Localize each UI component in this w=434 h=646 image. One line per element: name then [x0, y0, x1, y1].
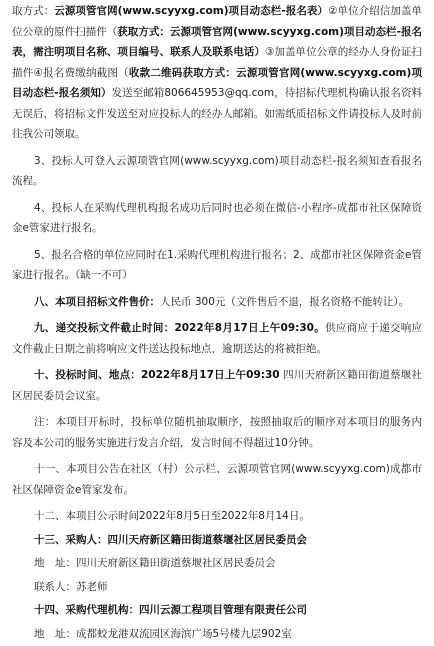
paragraph-section-10 — [12, 365, 422, 406]
paragraph-item-3: 3、投标人可登入云源项管官网(www.scyyxg.com)项目动态栏-报名须知查看报名流程。 — [12, 154, 422, 187]
text-qr-code-source: 收款二维码获取方式：云源项管官网(www.scyyxg.com)项目动态栏-报名须知） — [12, 66, 422, 99]
paragraph-section-13: 十三、采购人：四川天府新区籍田街道蔡堰社区居民委员会 — [34, 533, 307, 546]
paragraph-item-4: 4、投标人在采购代理机构报名成功后同时也必须在微信-小程序-成都市社区保障资金e管家进行报名。 — [12, 201, 422, 234]
text-email-instructions: 发送至邮箱806645953@qq.com，待招标代理机构确认报名资料无误后，将招标文件发送至对应投标人的经办人邮箱。如需纸质招标文件请投标人及时前往我公司领取。 — [12, 87, 423, 140]
section-8-heading: 八、本项目招标文件售价： — [34, 295, 160, 308]
section-9-heading: 九、递交投标文件截止时间：2022年8月17日上午09:30。 — [34, 322, 326, 334]
text-fetch-method: 取方式： — [12, 5, 55, 17]
section-8-text: 人民币 300元（文件售后不退，报名资格不能转让）。 — [160, 295, 410, 308]
text-signup-form-source: 云源项管官网(www.scyyxg.com)项目动态栏-报名表） — [54, 5, 329, 17]
text-id-and-fee: ③加盖单位公章的经办人身份证扫描件④报名费缴纳截图（ — [12, 46, 422, 79]
section-9-text: 供应商应于递交响应文件截止日期之前将响应文件送达投标地点，逾期送达的将被拒绝。 — [12, 322, 422, 355]
paragraph-section-14: 十四、采购代理机构：四川云源工程项目管理有限责任公司 — [34, 604, 307, 616]
paragraph-section-9 — [12, 318, 422, 359]
text-intro-letter: ②单位介绍信加盖单位公章的原件扫描件（ — [12, 5, 422, 38]
purchaser-address: 地 址：四川天府新区籍田街道蔡堰社区居民委员会 — [34, 557, 276, 569]
purchaser-contact: 联系人：苏老师 — [34, 580, 108, 593]
agency-address: 地 址：成都蛟龙港双流园区海滨广场5号楼九层902室 — [34, 627, 292, 640]
paragraph-section-11: 十一、本项目公告在社区（村）公示栏、云源项管官网(www.scyyxg.com)成都市社区保障资金e管家发布。 — [12, 463, 422, 496]
text-intro-letter-source: 获取方式：云源项管官网(www.scyyxg.com)项目动态栏-报名表，需注明项目名称、项目编号、联系人及联系电话） — [12, 25, 422, 58]
paragraph-registration-materials — [12, 1, 422, 145]
paragraph-item-5: 5、报名合格的单位应同时在1.采购代理机构进行报名；2、成都市社区保障资金e管家进行报名。（缺一不可） — [12, 248, 422, 281]
paragraph-section-8 — [12, 292, 422, 313]
section-10-heading: 十、投标时间、地点：2022年8月17日上午09:30 — [34, 369, 280, 381]
section-10-text: 四川天府新区籍田街道蔡堰社区居民委员会议室。 — [12, 369, 422, 402]
paragraph-note: 注：本项目开标时，投标单位随机抽取顺序，按照抽取后的顺序对本项目的服务内容及本公司的服务实施进行发言介绍，发言时间不得超过10分钟。 — [12, 416, 422, 449]
paragraph-section-12: 十二、本项目公示时间2022年8月5日至2022年8月14日。 — [34, 510, 310, 522]
